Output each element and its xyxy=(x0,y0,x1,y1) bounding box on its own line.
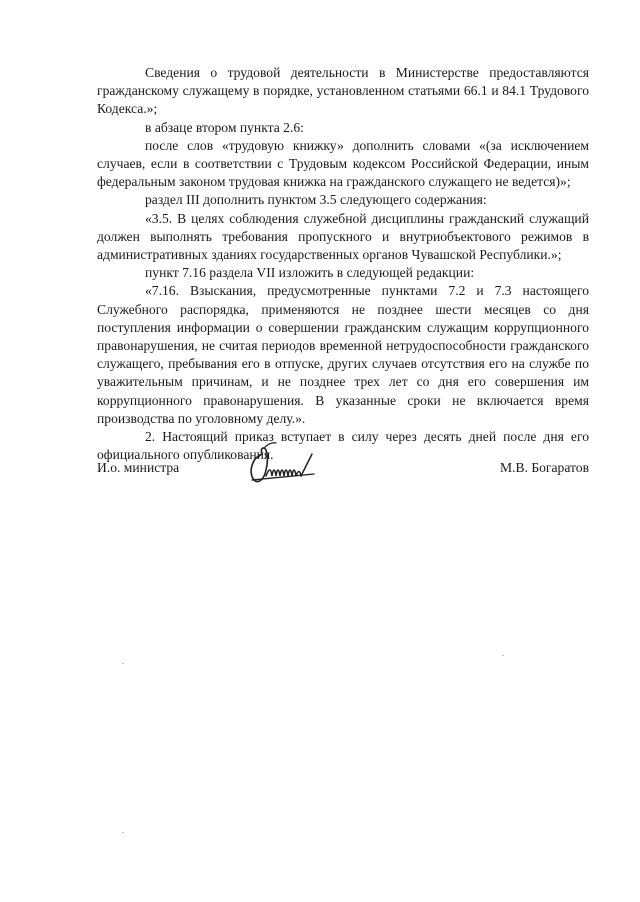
signer-position: И.о. министра xyxy=(97,460,180,475)
scan-speck xyxy=(502,655,504,656)
handwritten-signature xyxy=(242,440,322,490)
paragraph-section-3-addition: раздел III дополнить пунктом 3.5 следующего содержания: xyxy=(145,192,487,208)
scan-speck xyxy=(122,663,124,664)
signer-name: М.В. Богаратов xyxy=(499,460,589,475)
paragraph-item-2-6: в абзаце втором пункта 2.6: xyxy=(145,119,304,135)
signature-block xyxy=(97,440,589,500)
scan-speck xyxy=(122,832,124,833)
paragraph-effective-date: 2. Настоящий приказ вступает в силу через десять дней после дня его официального опубликования. xyxy=(97,429,589,463)
paragraph-item-7-16-intro: пункт 7.16 раздела VII изложить в следующей редакции: xyxy=(145,265,475,281)
paragraph-item-3-5: «3.5. В целях соблюдения служебной дисциплины гражданский служащий должен выполнять требования пропускного и внутриобъектового режимов в административных зданиях государственных органов Чувашской Республики.»; xyxy=(97,210,589,263)
paragraph-work-book-amendment: после слов «трудовую книжку» дополнить словами «(за исключением случаев, если в соответствии с Трудовым кодексом Российской Федерации, иным федеральным законом трудовая книжка на гражданского служащего не ведется)»; xyxy=(97,137,589,190)
document-body xyxy=(97,64,589,464)
paragraph-item-7-16: «7.16. Взыскания, предусмотренные пунктами 7.2 и 7.3 настоящего Служебного распорядка, применяются не позднее шести месяцев со дня поступления информации о совершении гражданским служащим коррупционного правонарушения, не считая периодов временной нетрудоспособности гражданского служащего, пребывания его в отпуске, других случаев отсутствия его на службе по уважительным причинам, и не позднее трех лет со дня его совершения им коррупционного правонарушения. В указанные сроки не включается время производства по уголовному делу.». xyxy=(97,283,589,426)
paragraph-work-info: Сведения о трудовой деятельности в Министерстве предоставляются гражданскому служащему в порядке, установленном статьями 66.1 и 84.1 Трудового Кодекса.»; xyxy=(97,65,589,117)
